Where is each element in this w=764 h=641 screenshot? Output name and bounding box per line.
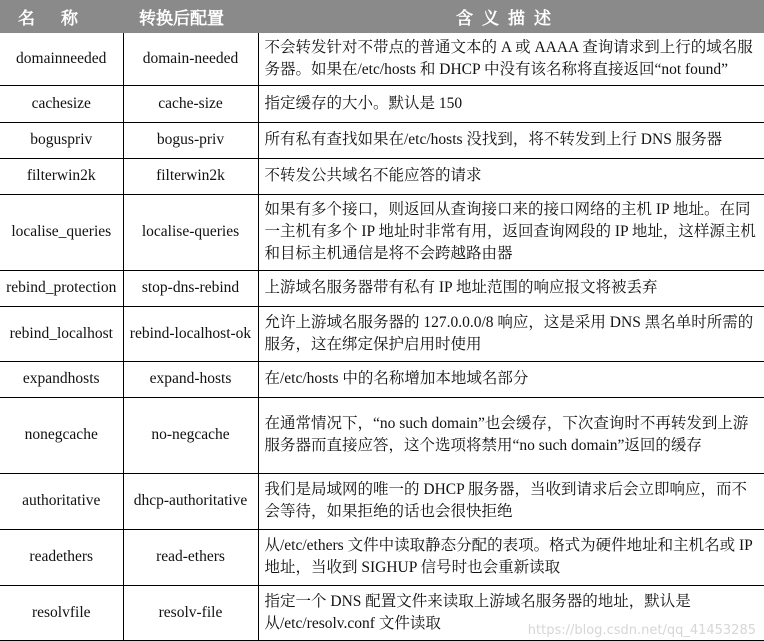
option-description: 在通常情况下，“no such domain”也会缓存，下次查询时不再转发到上游服务器而直接应答，这个选项将禁用“no such domain”返回的缓存 [258, 397, 764, 473]
option-description: 所有私有查找如果在/etc/hosts 没找到，将不转发到上行 DNS 服务器 [258, 122, 764, 158]
option-name: filterwin2k [0, 158, 123, 194]
table-row [0, 270, 764, 306]
option-name: rebind_localhost [0, 306, 123, 361]
option-description: 不转发公共域名不能应答的请求 [258, 158, 764, 194]
table-header-row [0, 0, 764, 33]
watermark: https://blog.csdn.net/qq_41453285 [527, 623, 756, 638]
option-description: 从/etc/ethers 文件中读取静态分配的表项。格式为硬件地址和主机名或 IP 地址，当收到 SIGHUP 信号时也会重新读取 [258, 529, 764, 585]
option-name: boguspriv [0, 122, 123, 158]
header-config: 转换后配置 [139, 9, 224, 29]
option-config: localise-queries [123, 194, 258, 270]
option-config: cache-size [123, 85, 258, 122]
table-row [0, 306, 764, 361]
table-row [0, 361, 764, 397]
option-name: authoritative [0, 473, 123, 529]
header-name: 名称 [18, 9, 104, 29]
option-name: expandhosts [0, 361, 123, 397]
option-config: expand-hosts [123, 361, 258, 397]
option-description: 上游域名服务器带有私有 IP 地址范围的响应报文将被丢弃 [258, 270, 764, 306]
table-row [0, 397, 764, 473]
table-row [0, 33, 764, 85]
option-name: domainneeded [0, 33, 123, 85]
table-row [0, 473, 764, 529]
option-description: 我们是局域网的唯一的 DHCP 服务器，当收到请求后会立即响应，而不会等待，如果拒绝的话也会很快拒绝 [258, 473, 764, 529]
option-config: dhcp-authoritative [123, 473, 258, 529]
option-config: filterwin2k [123, 158, 258, 194]
option-config: read-ethers [123, 529, 258, 585]
option-config: no-negcache [123, 397, 258, 473]
table-row [0, 85, 764, 122]
option-name: readethers [0, 529, 123, 585]
option-config: bogus-priv [123, 122, 258, 158]
option-name: rebind_protection [0, 270, 123, 306]
option-description: 如果有多个接口，则返回从查询接口来的接口网络的主机 IP 地址。在同一主机有多个 IP 地址时非常有用，返回查询网段的 IP 地址，这样源主机和目标主机通信是将不会跨越路由器 [258, 194, 764, 270]
option-config: stop-dns-rebind [123, 270, 258, 306]
option-name: resolvfile [0, 585, 123, 640]
option-description: 不会转发针对不带点的普通文本的 A 或 AAAA 查询请求到上行的域名服务器。如果在/etc/hosts 和 DHCP 中没有该名称将直接返回“not found” [258, 33, 764, 85]
table-row [0, 529, 764, 585]
option-description: 在/etc/hosts 中的名称增加本地域名部分 [258, 361, 764, 397]
header-meaning: 含义描述 [456, 9, 560, 29]
table-row [0, 158, 764, 194]
option-config: domain-needed [123, 33, 258, 85]
option-description: 指定缓存的大小。默认是 150 [258, 85, 764, 122]
option-description: 指定一个 DNS 配置文件来读取上游域名服务器的地址，默认是从/etc/resolv.conf 文件读取 [258, 585, 764, 640]
table-row [0, 194, 764, 270]
option-name: localise_queries [0, 194, 123, 270]
option-description: 允许上游域名服务器的 127.0.0.0/8 响应，这是采用 DNS 黑名单时所需的服务，这在绑定保护启用时使用 [258, 306, 764, 361]
table-row [0, 122, 764, 158]
option-config: resolv-file [123, 585, 258, 640]
option-name: cachesize [0, 85, 123, 122]
option-config: rebind-localhost-ok [123, 306, 258, 361]
option-name: nonegcache [0, 397, 123, 473]
